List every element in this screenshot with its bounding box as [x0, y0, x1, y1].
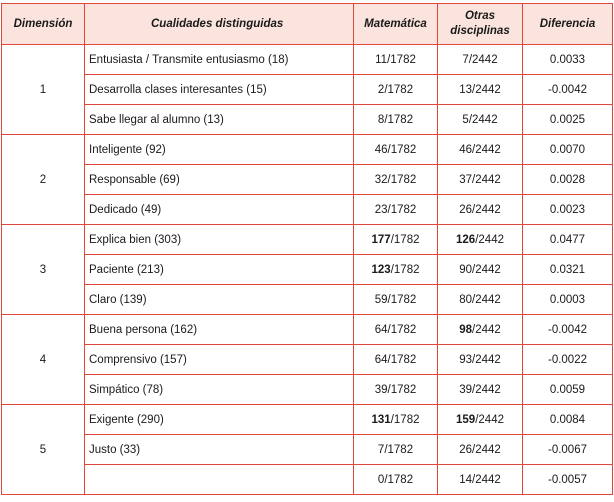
math-cell-count: 39 — [374, 383, 388, 396]
other-cell-count: 26 — [459, 203, 472, 216]
difference-cell: 0.0023 — [523, 195, 613, 225]
math-cell-count: 64 — [374, 353, 388, 366]
math-cell — [354, 435, 438, 465]
header-dimension: Dimensión — [2, 4, 85, 45]
math-cell-total: /1782 — [387, 53, 416, 66]
other-cell-total: /2442 — [472, 383, 501, 396]
quality-cell: Buena persona (162) — [85, 315, 354, 345]
math-cell-total: /1782 — [384, 113, 414, 126]
other-cell — [438, 435, 523, 465]
table-row — [2, 255, 613, 285]
math-cell — [354, 165, 438, 195]
math-cell-total: /1782 — [384, 443, 414, 456]
math-cell-total: /1782 — [387, 293, 417, 306]
other-cell-total: /2442 — [472, 353, 501, 366]
math-cell-count: 46 — [374, 143, 388, 156]
header-other-line2: disciplinas — [450, 25, 510, 37]
difference-cell: -0.0022 — [523, 345, 613, 375]
table-row — [2, 315, 613, 345]
difference-cell: -0.0057 — [523, 465, 613, 495]
other-cell-count: 13 — [459, 83, 472, 96]
table-row — [2, 375, 613, 405]
math-cell-total: /1782 — [384, 83, 414, 96]
math-cell-total: /1782 — [387, 383, 417, 396]
other-cell-count: 93 — [459, 353, 472, 366]
table-row — [2, 135, 613, 165]
other-cell-total: /2442 — [472, 143, 501, 156]
quality-cell: Simpático (78) — [85, 375, 354, 405]
math-cell-count: 123 — [371, 263, 391, 276]
other-cell-total: /2442 — [472, 203, 501, 216]
other-cell-count: 5 — [462, 113, 469, 126]
math-cell-count: 7 — [377, 443, 385, 456]
quality-cell: Entusiasta / Transmite entusiasmo (18) — [85, 45, 354, 75]
other-cell-total: /2442 — [472, 443, 501, 456]
header-math: Matemática — [354, 4, 438, 45]
quality-cell: Exigente (290) — [85, 405, 354, 435]
table-row — [2, 225, 613, 255]
table-row — [2, 45, 613, 75]
other-cell-total: /2442 — [468, 113, 498, 126]
other-cell-total: /2442 — [472, 293, 501, 306]
other-cell-count: 14 — [459, 473, 472, 486]
other-cell — [438, 345, 523, 375]
math-cell — [354, 75, 438, 105]
math-cell-count: 11 — [375, 53, 388, 66]
difference-cell: 0.0059 — [523, 375, 613, 405]
other-cell — [438, 315, 523, 345]
math-cell-total: /1782 — [387, 323, 417, 336]
other-cell-count: 26 — [459, 443, 472, 456]
header-other — [438, 4, 523, 45]
math-cell-total: /1782 — [390, 263, 420, 276]
table-row — [2, 345, 613, 375]
math-cell — [354, 195, 438, 225]
difference-cell: 0.0477 — [523, 225, 613, 255]
difference-cell: -0.0042 — [523, 315, 613, 345]
other-cell-count: 159 — [456, 413, 476, 426]
other-cell-count: 80 — [459, 293, 472, 306]
other-cell-count: 39 — [459, 383, 472, 396]
math-cell-count: 59 — [374, 293, 388, 306]
math-cell-count: 131 — [371, 413, 391, 426]
other-cell-total: /2442 — [472, 473, 501, 486]
other-cell — [438, 135, 523, 165]
quality-cell: Sabe llegar al alumno (13) — [85, 105, 354, 135]
table-body — [2, 45, 613, 495]
dimension-cell: 4 — [2, 315, 85, 405]
other-cell — [438, 105, 523, 135]
difference-cell: -0.0067 — [523, 435, 613, 465]
header-qualities: Cualidades distinguidas — [85, 4, 354, 45]
other-cell — [438, 285, 523, 315]
header-difference: Diferencia — [523, 4, 613, 45]
other-cell-total: /2442 — [472, 83, 501, 96]
quality-cell — [85, 465, 354, 495]
other-cell-count: 98 — [459, 323, 472, 336]
math-cell-total: /1782 — [387, 353, 417, 366]
header-other-line1: Otras — [464, 10, 496, 22]
other-cell — [438, 165, 523, 195]
quality-cell: Comprensivo (157) — [85, 345, 354, 375]
dimension-cell: 2 — [2, 135, 85, 225]
difference-cell: 0.0321 — [523, 255, 613, 285]
table-row — [2, 435, 613, 465]
math-cell-count: 0 — [377, 473, 385, 486]
header-row — [2, 4, 613, 45]
math-cell — [354, 45, 438, 75]
math-cell-total: /1782 — [387, 203, 417, 216]
math-cell-count: 23 — [374, 203, 388, 216]
difference-cell: -0.0042 — [523, 75, 613, 105]
quality-cell: Inteligente (92) — [85, 135, 354, 165]
dimension-cell: 1 — [2, 45, 85, 135]
difference-cell: 0.0084 — [523, 405, 613, 435]
math-cell-total: /1782 — [384, 473, 414, 486]
table-row — [2, 75, 613, 105]
other-cell-total: /2442 — [472, 323, 501, 336]
quality-cell: Claro (139) — [85, 285, 354, 315]
math-cell-count: 2 — [377, 83, 385, 96]
math-cell-count: 177 — [371, 233, 391, 246]
quality-cell: Justo (33) — [85, 435, 354, 465]
table-row — [2, 195, 613, 225]
difference-cell: 0.0070 — [523, 135, 613, 165]
math-cell-count: 32 — [374, 173, 388, 186]
math-cell — [354, 465, 438, 495]
math-cell-total: /1782 — [387, 173, 417, 186]
table-row — [2, 405, 613, 435]
other-cell-total: /2442 — [475, 413, 504, 426]
quality-cell: Explica bien (303) — [85, 225, 354, 255]
other-cell — [438, 405, 523, 435]
dimension-cell: 5 — [2, 405, 85, 495]
other-cell — [438, 75, 523, 105]
math-cell-total: /1782 — [390, 233, 420, 246]
other-cell — [438, 225, 523, 255]
other-cell — [438, 255, 523, 285]
table-row — [2, 165, 613, 195]
other-cell-total: /2442 — [475, 233, 504, 246]
table-row — [2, 105, 613, 135]
table-row — [2, 285, 613, 315]
math-cell — [354, 315, 438, 345]
other-cell-total: /2442 — [468, 53, 498, 66]
quality-cell: Responsable (69) — [85, 165, 354, 195]
math-cell-count: 8 — [377, 113, 385, 126]
difference-cell: 0.0003 — [523, 285, 613, 315]
math-cell — [354, 225, 438, 255]
other-cell-count: 37 — [459, 173, 472, 186]
difference-cell: 0.0025 — [523, 105, 613, 135]
other-cell-total: /2442 — [472, 173, 501, 186]
math-cell-total: /1782 — [390, 413, 420, 426]
quality-cell: Desarrolla clases interesantes (15) — [85, 75, 354, 105]
other-cell-total: /2442 — [472, 263, 501, 276]
math-cell — [354, 135, 438, 165]
dimension-cell: 3 — [2, 225, 85, 315]
math-cell — [354, 375, 438, 405]
other-cell-count: 46 — [459, 143, 472, 156]
other-cell-count: 90 — [459, 263, 472, 276]
table-row — [2, 465, 613, 495]
difference-cell: 0.0033 — [523, 45, 613, 75]
other-cell — [438, 195, 523, 225]
other-cell — [438, 375, 523, 405]
other-cell — [438, 45, 523, 75]
other-cell-count: 7 — [462, 53, 469, 66]
quality-cell: Dedicado (49) — [85, 195, 354, 225]
other-cell-count: 126 — [456, 233, 476, 246]
math-cell — [354, 255, 438, 285]
math-cell — [354, 285, 438, 315]
math-cell — [354, 345, 438, 375]
math-cell — [354, 405, 438, 435]
math-cell — [354, 105, 438, 135]
difference-cell: 0.0028 — [523, 165, 613, 195]
qualities-table — [1, 3, 613, 495]
quality-cell: Paciente (213) — [85, 255, 354, 285]
math-cell-count: 64 — [374, 323, 388, 336]
other-cell — [438, 465, 523, 495]
math-cell-total: /1782 — [387, 143, 417, 156]
